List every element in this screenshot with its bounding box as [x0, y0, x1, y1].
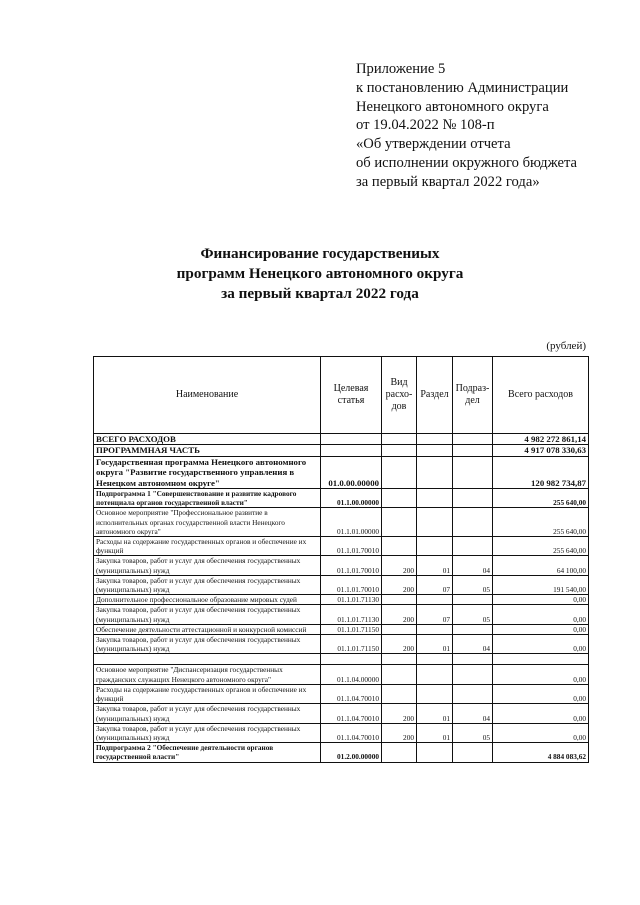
row-name: ПРОГРАММНАЯ ЧАСТЬ [94, 445, 321, 456]
table-row [94, 537, 589, 556]
table-row [94, 489, 589, 508]
table-row [94, 605, 589, 624]
row-name: Закупка товаров, работ и услуг для обеспечения государственных (муниципальных) нужд [94, 723, 321, 742]
annex-line: об исполнении окружного бюджета [356, 154, 577, 171]
row-name: Обеспечение деятельности аттестационной и конкурсной комиссий [94, 624, 321, 634]
row-subsection [453, 624, 493, 634]
row-subsection [453, 489, 493, 508]
row-expense-type [382, 595, 417, 605]
row-name: Основное мероприятие "Профессиональное развитие в исполнительных органах государственной власти Ненецкого автономного округа" [94, 508, 321, 537]
row-subsection: 05 [453, 605, 493, 624]
row-total: 0,00 [493, 605, 589, 624]
row-subsection [453, 445, 493, 456]
row-target-article [321, 434, 382, 445]
row-total: 0,00 [493, 624, 589, 634]
header-subsection: Подраз-дел [453, 357, 493, 434]
header-name: Наименование [94, 357, 321, 434]
annex-line: от 19.04.2022 № 108-п [356, 117, 495, 134]
row-name: Расходы на содержание государственных органов и обеспечение их функций [94, 684, 321, 703]
row-total: 4 917 078 330,63 [493, 445, 589, 456]
table-row [94, 434, 589, 445]
row-total: 255 640,00 [493, 508, 589, 537]
financing-table [93, 356, 589, 763]
row-subsection: 05 [453, 723, 493, 742]
row-name: Закупка товаров, работ и услуг для обеспечения государственных (муниципальных) нужд [94, 605, 321, 624]
row-section [417, 624, 453, 634]
annex-line: Приложение 5 [356, 61, 446, 77]
row-name: Подпрограмма 2 "Обеспечение деятельности органов государственной власти" [94, 743, 321, 762]
row-section: 07 [417, 605, 453, 624]
row-name: ВСЕГО РАСХОДОВ [94, 434, 321, 445]
row-target-article: 01.1.04.70010 [321, 704, 382, 723]
row-expense-type [382, 456, 417, 488]
annex-line: к постановлению Администрации [356, 79, 569, 96]
row-subsection [453, 684, 493, 703]
table-row [94, 723, 589, 742]
row-expense-type: 200 [382, 704, 417, 723]
annex-line: за первый квартал 2022 года» [356, 173, 540, 190]
row-total: 255 640,00 [493, 537, 589, 556]
table-row [94, 743, 589, 762]
annex-block [356, 60, 626, 192]
table-row [94, 704, 589, 723]
title-line: Финансирование государствениых [200, 245, 440, 262]
table-row [94, 575, 589, 594]
row-target-article: 01.1.04.70010 [321, 723, 382, 742]
row-total: 64 100,00 [493, 556, 589, 575]
row-name: Подпрограмма 1 "Совершенствование и развитие кадрового потенциала органов государственной власти" [94, 489, 321, 508]
row-name: Дополнительное профессиональное образование мировых судей [94, 595, 321, 605]
row-name: Закупка товаров, работ и услуг для обеспечения государственных (муниципальных) нужд [94, 575, 321, 594]
row-total: 0,00 [493, 635, 589, 654]
row-total: 0,00 [493, 595, 589, 605]
table-spacer-row [94, 654, 589, 665]
row-name: Закупка товаров, работ и услуг для обеспечения государственных (муниципальных) нужд [94, 556, 321, 575]
table-row [94, 445, 589, 456]
row-section: 01 [417, 556, 453, 575]
spacer-cell [321, 654, 382, 665]
row-expense-type: 200 [382, 575, 417, 594]
header-section: Раздел [417, 357, 453, 434]
table-row [94, 595, 589, 605]
row-section [417, 595, 453, 605]
row-subsection: 04 [453, 635, 493, 654]
row-name: Основное мероприятие "Диспансеризация государственных гражданских служащих Ненецкого автономного округа" [94, 665, 321, 684]
title-line: за первый квартал 2022 года [221, 285, 419, 302]
row-target-article: 01.1.04.70010 [321, 684, 382, 703]
annex-line: «Об утверждении отчета [356, 136, 511, 153]
row-target-article: 01.2.00.00000 [321, 743, 382, 762]
annex-line: Ненецкого автономного округа [356, 98, 549, 115]
table-body [94, 434, 589, 763]
row-expense-type [382, 489, 417, 508]
row-total: 0,00 [493, 704, 589, 723]
table-row [94, 508, 589, 537]
row-name: Закупка товаров, работ и услуг для обеспечения государственных (муниципальных) нужд [94, 635, 321, 654]
row-section [417, 743, 453, 762]
row-subsection [453, 456, 493, 488]
row-target-article: 01.1.01.70010 [321, 537, 382, 556]
spacer-cell [493, 654, 589, 665]
row-expense-type: 200 [382, 605, 417, 624]
row-expense-type [382, 743, 417, 762]
row-target-article: 01.1.01.71130 [321, 605, 382, 624]
row-expense-type [382, 445, 417, 456]
row-expense-type [382, 624, 417, 634]
row-expense-type [382, 537, 417, 556]
table-row [94, 556, 589, 575]
row-section [417, 445, 453, 456]
row-total: 255 640,00 [493, 489, 589, 508]
row-subsection [453, 665, 493, 684]
row-expense-type [382, 684, 417, 703]
row-section: 01 [417, 723, 453, 742]
row-target-article: 01.1.01.71150 [321, 624, 382, 634]
row-total: 4 982 272 861,14 [493, 434, 589, 445]
row-expense-type: 200 [382, 556, 417, 575]
row-subsection [453, 743, 493, 762]
table-header-row [94, 357, 589, 434]
row-section [417, 665, 453, 684]
row-target-article: 01.1.04.00000 [321, 665, 382, 684]
row-section: 01 [417, 635, 453, 654]
row-section [417, 456, 453, 488]
row-subsection: 05 [453, 575, 493, 594]
row-target-article: 01.1.01.00000 [321, 508, 382, 537]
row-section: 07 [417, 575, 453, 594]
row-subsection [453, 537, 493, 556]
row-name: Расходы на содержание государственных органов и обеспечение их функций [94, 537, 321, 556]
table-row [94, 624, 589, 634]
row-section [417, 434, 453, 445]
row-subsection [453, 434, 493, 445]
row-target-article: 01.1.00.00000 [321, 489, 382, 508]
row-section: 01 [417, 704, 453, 723]
row-target-article: 01.1.01.70010 [321, 575, 382, 594]
header-target-article: Целевая статья [321, 357, 382, 434]
row-expense-type [382, 665, 417, 684]
row-total: 0,00 [493, 684, 589, 703]
table-row [94, 665, 589, 684]
row-target-article: 01.1.01.71150 [321, 635, 382, 654]
row-subsection: 04 [453, 704, 493, 723]
spacer-cell [417, 654, 453, 665]
row-target-article [321, 445, 382, 456]
row-total: 4 884 083,62 [493, 743, 589, 762]
row-subsection: 04 [453, 556, 493, 575]
row-target-article: 01.1.01.70010 [321, 556, 382, 575]
spacer-cell [382, 654, 417, 665]
row-target-article: 01.1.01.71130 [321, 595, 382, 605]
row-expense-type: 200 [382, 635, 417, 654]
row-name: Государственная программа Ненецкого автономного округа "Развитие государственного управления в Ненецком автономном округе" [94, 456, 321, 488]
row-expense-type [382, 508, 417, 537]
row-target-article: 01.0.00.00000 [321, 456, 382, 488]
title-line: программ Ненецкого автономного округа [176, 265, 464, 282]
spacer-cell [94, 654, 321, 665]
row-subsection [453, 508, 493, 537]
spacer-cell [453, 654, 493, 665]
row-section [417, 684, 453, 703]
row-total: 0,00 [493, 665, 589, 684]
row-expense-type: 200 [382, 723, 417, 742]
document-title [0, 244, 640, 304]
row-subsection [453, 595, 493, 605]
row-total: 0,00 [493, 723, 589, 742]
row-name: Закупка товаров, работ и услуг для обеспечения государственных (муниципальных) нужд [94, 704, 321, 723]
row-section [417, 537, 453, 556]
row-total: 191 540,00 [493, 575, 589, 594]
row-section [417, 508, 453, 537]
table-row [94, 635, 589, 654]
table-row [94, 684, 589, 703]
row-expense-type [382, 434, 417, 445]
row-section [417, 489, 453, 508]
header-expense-type: Вид расхо-дов [382, 357, 417, 434]
header-total: Всего расходов [493, 357, 589, 434]
units-label: (рублей) [546, 340, 586, 352]
table-row [94, 456, 589, 488]
row-total: 120 982 734,87 [493, 456, 589, 488]
